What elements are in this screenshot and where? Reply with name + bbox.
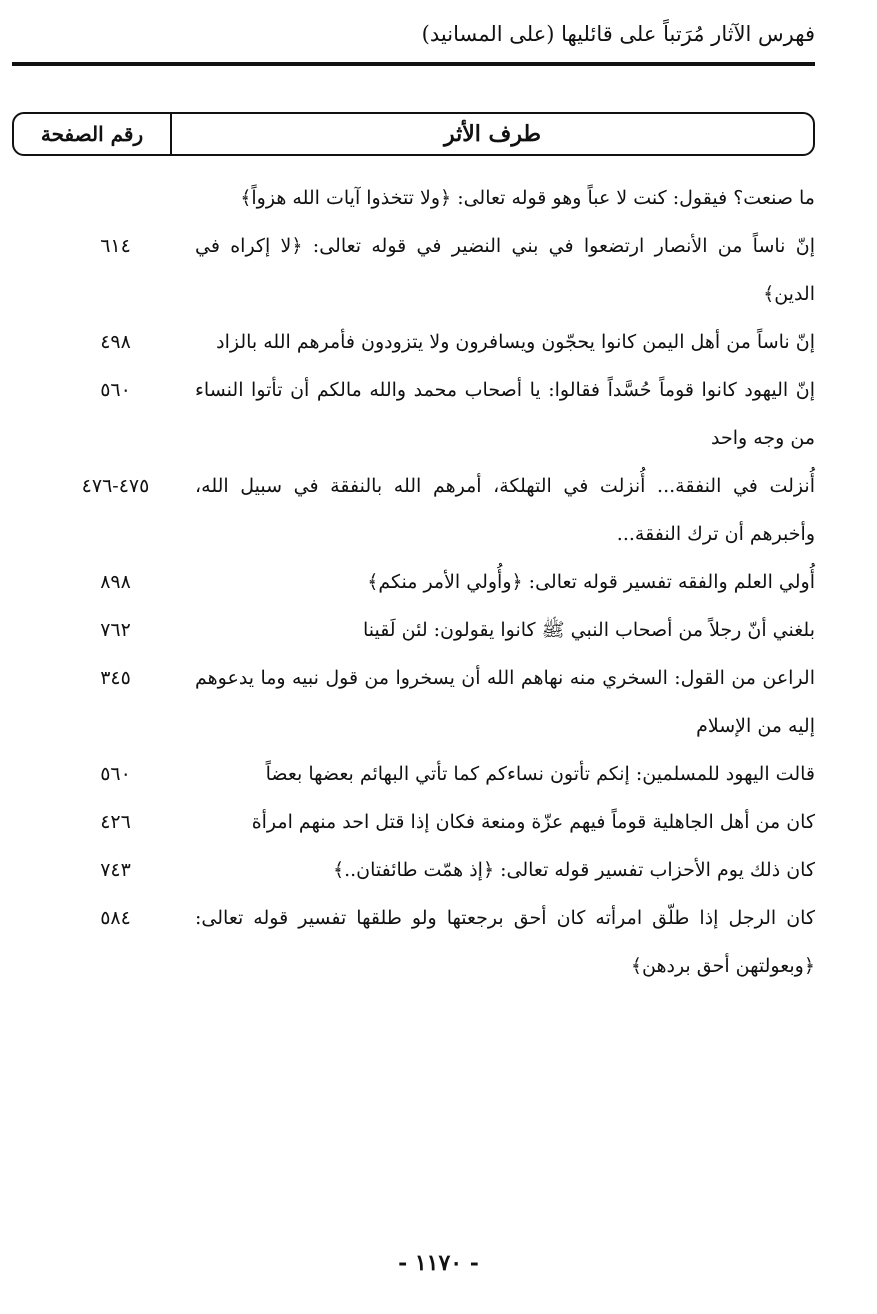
entry-page-number: ٥٦٠ xyxy=(100,763,131,785)
index-entry xyxy=(12,750,815,798)
index-entry xyxy=(12,318,815,366)
index-entries xyxy=(12,174,815,990)
index-entry xyxy=(12,462,815,558)
column-header-text: طرف الأثر xyxy=(443,121,542,147)
index-entry xyxy=(12,894,815,990)
entry-text: إنّ ناساً من الأنصار ارتضعوا في بني النضير في قوله تعالى: ﴿لا إكراه في الدين﴾ xyxy=(195,235,815,305)
page-number: - ١١٧٠ - xyxy=(398,1250,479,1276)
index-entry xyxy=(12,654,815,750)
entry-page-number: ٥٦٠ xyxy=(100,379,131,401)
column-header-page: رقم الصفحة xyxy=(14,114,172,154)
entry-text: إنّ اليهود كانوا قوماً حُسَّداً فقالوا: يا أصحاب محمد والله مالكم أن تأتوا النساء من وجه واحد xyxy=(195,379,816,449)
entry-text: إنّ ناساً من أهل اليمن كانوا يحجّون ويسافرون ولا يتزودون فأمرهم الله بالزاد xyxy=(216,331,815,353)
entry-text: قالت اليهود للمسلمين: إنكم تأتون نساءكم كما تأتي البهائم بعضها بعضاً xyxy=(265,763,815,785)
entry-text: كان ذلك يوم الأحزاب تفسير قوله تعالى: ﴿إذ همّت طائفتان..﴾ xyxy=(332,859,815,881)
running-header xyxy=(14,22,815,46)
running-header-title: فهرس الآثار مُرَتباً على قائليها (على المسانيد) xyxy=(421,22,815,46)
entry-page-number: ٣٤٥ xyxy=(100,667,131,689)
table-header xyxy=(12,112,815,156)
entry-text: بلغني أنّ رجلاً من أصحاب النبي ﷺ كانوا يقولون: لئن لَقينا xyxy=(362,619,815,641)
index-entry xyxy=(12,606,815,654)
entry-page-number: ٤٧٥-٤٧٦ xyxy=(81,475,150,497)
entry-text: كان الرجل إذا طلّق امرأته كان أحق برجعتها ولو طلقها تفسير قوله تعالى: ﴿وبعولتهن أحق بردهن﴾ xyxy=(195,907,815,977)
entry-text: أُنزلت في النفقة... أُنزلت في التهلكة، أمرهم الله بالنفقة في سبيل الله، وأخبرهم أن ترك النفقة... xyxy=(195,475,815,545)
entry-page-number: ٨٩٨ xyxy=(100,571,131,593)
index-entry xyxy=(12,558,815,606)
entry-page-number: ٦١٤ xyxy=(100,235,131,257)
index-entry xyxy=(12,798,815,846)
header-rule xyxy=(12,62,815,66)
entry-text: ما صنعت؟ فيقول: كنت لا عباً وهو قوله تعالى: ﴿ولا تتخذوا آيات الله هزواً﴾ xyxy=(240,187,815,209)
index-entry xyxy=(12,846,815,894)
entry-page-number: ٥٨٤ xyxy=(100,907,131,929)
entry-text: أُولي العلم والفقه تفسير قوله تعالى: ﴿وأُولي الأمر منكم﴾ xyxy=(367,571,815,593)
entry-text: الراعن من القول: السخري منه نهاهم الله أن يسخروا من قول نبيه وما يدعوهم إليه من الإسلام xyxy=(195,667,815,737)
index-entry xyxy=(12,222,815,318)
index-entry xyxy=(12,366,815,462)
entry-page-number: ٤٩٨ xyxy=(100,331,131,353)
index-entry xyxy=(12,174,815,222)
entry-page-number: ٧٤٣ xyxy=(100,859,131,881)
entry-page-number: ٧٦٢ xyxy=(100,619,131,641)
entry-page-number: ٤٢٦ xyxy=(100,811,131,833)
entry-text: كان من أهل الجاهلية قوماً فيهم عزّة ومنعة فكان إذا قتل احد منهم امرأة xyxy=(251,811,815,833)
